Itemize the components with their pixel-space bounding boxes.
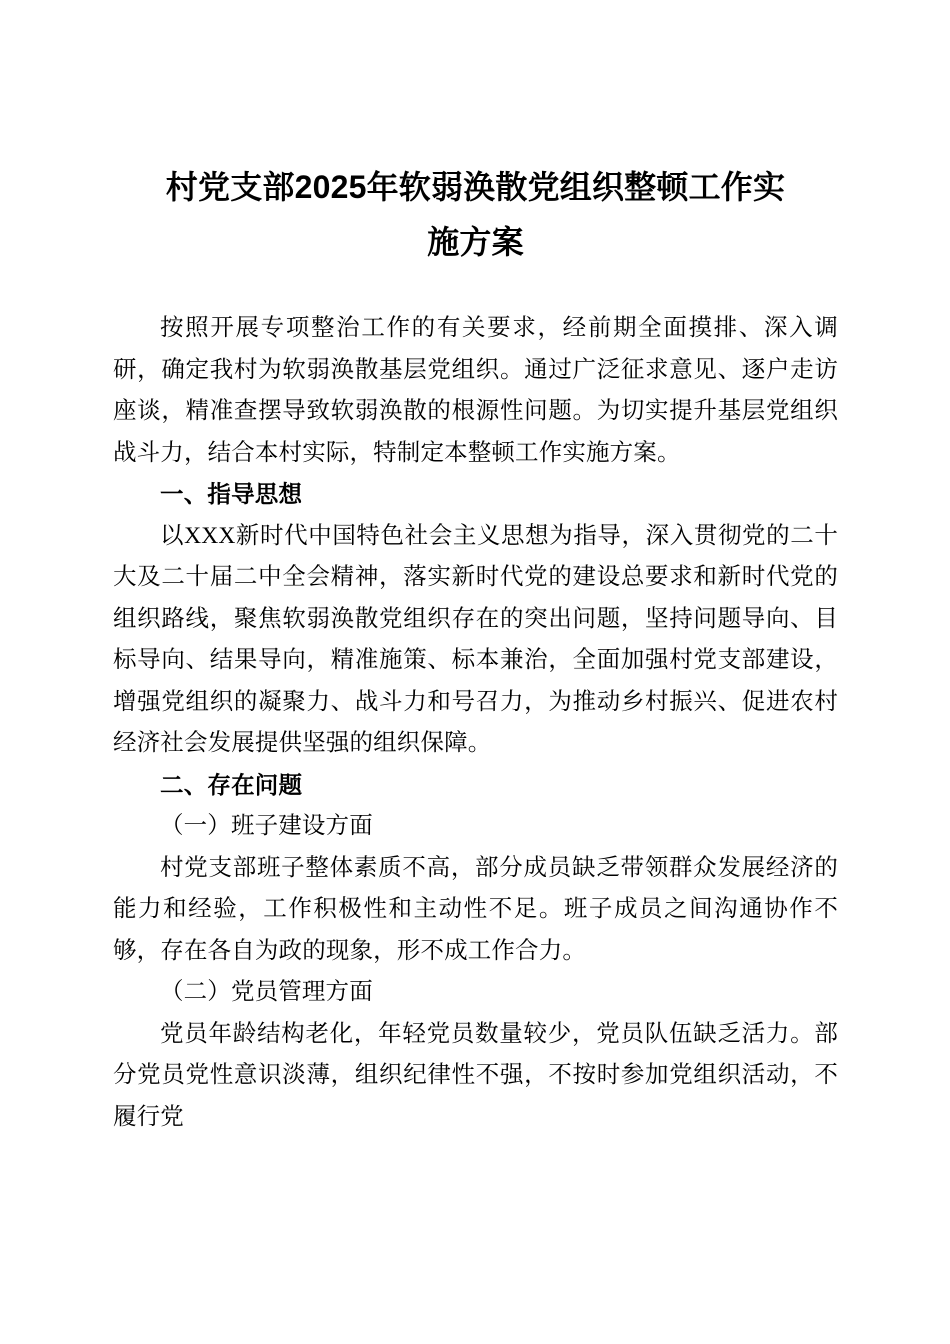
heading-section-1: 一、指导思想	[160, 481, 303, 507]
subheading-section-2-1: （一）班子建设方面	[160, 813, 373, 839]
page-title-line-1: 村党支部2025年软弱涣散党组织整顿工作实	[165, 169, 786, 205]
document-content-column	[113, 0, 838, 1138]
paragraph-section-2-2-body: 党员年龄结构老化，年轻党员数量较少，党员队伍缺乏活力。部分党员党性意识淡薄，组织纪律性不强，不按时参加党组织活动，不履行党	[113, 1020, 838, 1130]
paragraph-section-1-body: 以XXX新时代中国特色社会主义思想为指导，深入贯彻党的二十大及二十届二中全会精神，落实新时代党的建设总要求和新时代党的组织路线，聚焦软弱涣散党组织存在的突出问题，坚持问题导向、目标导向、结果导向，精准施策、标本兼治，全面加强村党支部建设，增强党组织的凝聚力、战斗力和号召力，为推动乡村振兴、促进农村经济社会发展提供坚强的组织保障。	[113, 522, 838, 756]
paragraph-section-2-1-body: 村党支部班子整体素质不高，部分成员缺乏带领群众发展经济的能力和经验，工作积极性和主动性不足。班子成员之间沟通协作不够，存在各自为政的现象，形不成工作合力。	[113, 854, 838, 964]
page-title	[113, 0, 838, 270]
heading-section-2: 二、存在问题	[160, 771, 303, 798]
subheading-section-2-2: （二）党员管理方面	[160, 979, 373, 1005]
paragraph-preamble: 按照开展专项整治工作的有关要求，经前期全面摸排、深入调研，确定我村为软弱涣散基层党组织。通过广泛征求意见、逐户走访座谈，精准查摆导致软弱涣散的根源性问题。为切实提升基层党组织战斗力，结合本村实际，特制定本整顿工作实施方案。	[113, 315, 838, 466]
page-title-line-2: 施方案	[427, 224, 524, 260]
